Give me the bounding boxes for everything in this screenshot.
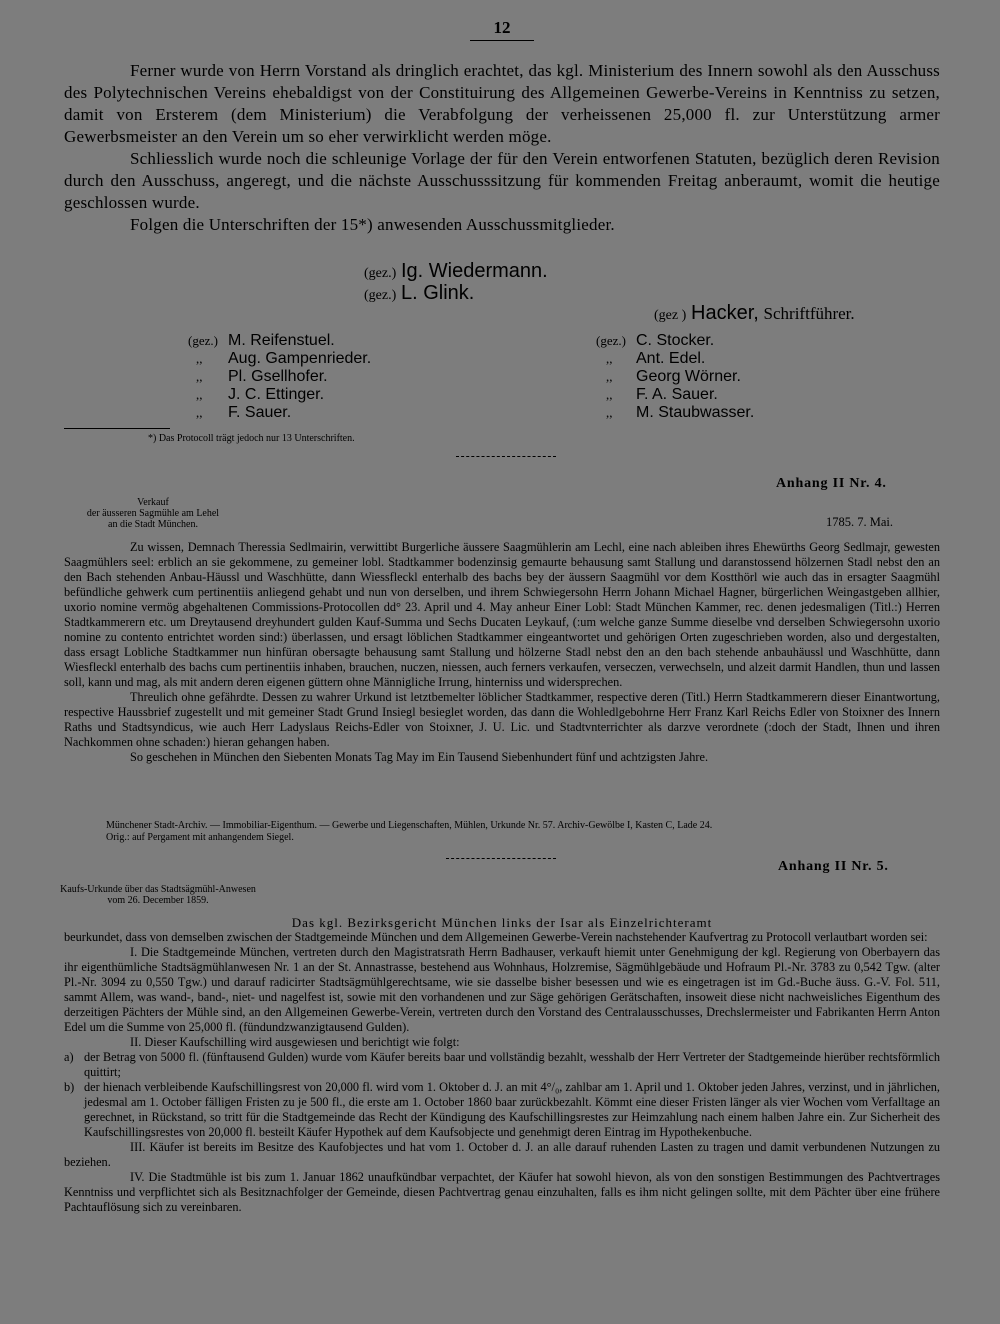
section-divider xyxy=(456,456,556,457)
signature-row: ,, F. Sauer. xyxy=(196,404,292,421)
signature-row: ,, F. A. Sauer. xyxy=(606,386,718,403)
intro-paragraph: Ferner wurde von Herrn Vorstand als dringlich erachtet, das kgl. Ministerium des Innern sowohl als den Ausschuss des Polytechnischen Vereins ehebaldigst von der Constituirung des Allgemeinen Gewerbe-Vereins in Kenntniss zu setzen, damit von Ersterem (dem Ministerium) die Verabfolgung der verheissenen 25,000 fl. zur Unterstützung armer Gewerbsmeister an den Verein um so eher verwirklicht werden möge. xyxy=(64,61,940,146)
appendix-4-paragraph: Zu wissen, Demnach Theressia Sedlmairin, verwittibt Burgerliche äussere Saagmühlerin am Lechl, eine nach ableiben ihres Ehewürths Georg Sedlmajr, gewesten Saagmühlers seel: erblich an sie gekommene, zu gemeiner lobl. Stadtkammer bodenzinsig gemaurte behausung samt Stallung und daranstossend hölzernen Stadl nebst den an den Bach stehenden Anbau-Häussl und Waschhütte, dann Wiessfleckl enterhalb des bachs bey der äussern Saagmühl vor dem Kostthörl wie auch das in ersagter Saagmühl befündliche gehwerk cum pertinentiis anliegend gehabt und nun von derselben, und ihrem Schwiegersohn Herrn Johann Michael Hagner, bürgerlichen Weingastgeben allhier, uxorio nomine vermög abgehaltenen Commissions-Protocollen dd° 23. April und 4. May anheur Einer Lobl: Stadt München Kammer, rec. denen jedesmaligen (Titl.:) Herren Stadtkammerern etc. um Dreytausend dreyhundert gulden Kauf-Summa und Sechs Ducaten Leykauf, (:um welche ganze Summe dieselbe vnd derselben Schwiegersohn uxorio nomine zu contento entrichtet worden sind:) überlassen, und ersagt löblichen Stadtkammer eingeantwortet und gehörigen Orten zugeschrieben worden, also und dergestalten, dass ersagt Lobliche Stadtkammer nun hinfüran obersagte behausung samt Stallung und hölzerne Stadl nebst den an den bach stehende anbauhäussl und Waschhütte, dann Wiesfleckl enterhalb des bachs cum pertinentiis inhaben, brauchen, nuczen, niessen, auch ferners verkaufen, verseczen, verwechseln, und alzeit darmit Handlen, thun und lassen soll, kann und mag, als mit andern deren eigenen güttern ohne Männigliche Irrung, hinterniss und widersprechen. xyxy=(64,540,940,689)
signature-row: ,, Ant. Edel. xyxy=(606,350,706,367)
page-number: 12 xyxy=(470,18,534,41)
appendix-5-side-label: Kaufs-Urkunde über das Stadtsägmühl-Anwesen vom 26. December 1859. xyxy=(60,884,256,906)
court-line: Das kgl. Bezirksgericht München links der Isar als Einzelrichteramt xyxy=(291,915,713,930)
appendix-5-paragraph: IV. Die Stadtmühle ist bis zum 1. Januar 1862 unaufkündbar verpachtet, der Käufer hat sowohl hievon, als von den sonstigen Bestimmungen des Pachtvertrages Kenntniss und verpflichtet sich als Besitznachfolger der Gemeinde, diesen Pachtvertrag genau einzuhalten, falls es ihm nicht gelingen sollte, mit dem Pächter über eine frühere Pachtauflösung sich zu vereinbaren. xyxy=(64,1170,940,1214)
appendix-5-heading: Anhang II Nr. 5. xyxy=(778,859,889,874)
signature-secretary: (gez ) Hacker, Schriftführer. xyxy=(654,302,855,324)
appendix-5-intro: beurkundet, dass von demselben zwischen der Stadtgemeinde München und dem Allgemeinen Gewerbe-Verein nachstehender Kaufvertrag zu Protocoll verlautbart worden sei: xyxy=(64,930,928,944)
intro-paragraph: Schliesslich wurde noch die schleunige Vorlage der für den Verein entworfenen Statuten, bezüglich deren Revision durch den Ausschuss, angeregt, und die nächste Ausschusssitzung für kommenden Freitag anberaumt, womit die heutige geschlossen wurde. xyxy=(64,149,940,212)
signature-wiedermann: (gez.) Ig. Wiedermann. xyxy=(364,260,548,282)
signature-row: (gez.) M. Reifenstuel. xyxy=(188,332,335,349)
signature-row: ,, J. C. Ettinger. xyxy=(196,386,325,403)
section-divider xyxy=(446,858,556,859)
appendix-4-date: 1785. 7. Mai. xyxy=(826,515,894,529)
archive-reference: Münchener Stadt-Archiv. — Immobiliar-Eigenthum. — Gewerbe und Liegenschaften, Mühlen, Urkunde Nr. 57. Archiv-Gewölbe I, Kasten C, Lade 24. Orig.: auf Pergament mit anhangendem Siegel. xyxy=(106,820,713,843)
signature-glink: (gez.) L. Glink. xyxy=(364,282,475,304)
appendix-5-text xyxy=(64,915,940,1215)
appendix-5-paragraph: II. Dieser Kaufschilling wird ausgewiesen und berichtigt wie folgt: xyxy=(130,1035,460,1049)
signature-row: (gez.) C. Stocker. xyxy=(596,332,715,349)
appendix-4-paragraph: So geschehen in München den Siebenten Monats Tag May im Ein Tausend Siebenhundert fünf und achtzigsten Jahre. xyxy=(130,750,709,764)
intro-text xyxy=(64,60,940,236)
appendix-4-side-label: Verkauf der äusseren Sagmühle am Lehel an die Stadt München. xyxy=(86,497,220,530)
appendix-4-text xyxy=(64,540,940,765)
signature-row: ,, Pl. Gsellhofer. xyxy=(196,368,328,385)
intro-paragraph: Folgen die Unterschriften der 15*) anwesenden Ausschussmitglieder. xyxy=(130,215,615,234)
appendix-4-heading: Anhang II Nr. 4. xyxy=(776,476,887,491)
appendix-5-paragraph: I. Die Stadtgemeinde München, vertreten durch den Magistratsrath Herrn Badhauser, verkauft hiemit unter Genehmigung der kgl. Regierung von Oberbayern das ihr eigenthümliche Stadtsägmühlanwesen Nr. 1 an der St. Annastrasse, bestehend aus Wohnhaus, Holzremise, Sägmühlgebäude und Hofraum Pl.-Nr. 3783 zu 0,542 Tgw. (alter Pl.-Nr. 3094 zu 0,550 Tgw.) und darauf radicirter Stadtsägmühlgerechtsame, wie sie dasselbe bisher besessen und wie es eingetragen ist im Gd.-Buche äuss. G.-V. Fol. 511, sammt Allem, was wand-, band-, niet- und nagelfest ist, sowie mit den vorhandenen und zur Säge gehörigen Gerätschaften, insoweit diese nicht nachweisliches Eigenthum des derzeitigen Pächters der Mühle sind, an den Allgemeinen Gewerbe-Verein, vertreten durch den Vorstand des Centralausschusses, Drechslermeister und Fabrikanten Herrn Anton Edel um die Summe von 25,000 fl. (fündundzwanzigtausend Gulden). xyxy=(64,945,940,1034)
signature-column-right xyxy=(596,332,754,422)
appendix-5-paragraph: III. Käufer ist bereits im Besitze des Kaufobjectes und hat vom 1. October d. J. an alle darauf ruhenden Lasten zu tragen und damit verbundenen Nutzungen zu beziehen. xyxy=(64,1140,940,1169)
signature-column-left xyxy=(188,332,371,422)
list-item: b) der hienach verbleibende Kaufschillingsrest von 20,000 fl. wird vom 1. Oktober d. J. an mit 4°/₀, zahlbar am 1. April und 1. Oktober jeden Jahres, verzinst, und in jährlichen, jedesmal am 1. October fälligen Fristen zu je 500 fl., die erste am 1. October 1860 baar zurückbezahlt. Kömmt eine dieser Fristen länger als vier Wochen vom Verfalltage an gerechnet, in Rückstand, so tritt für die Stadtgemeinde das Recht der Kündigung des Kaufschillingsrestes zur Heimzahlung nach einem halben Jahre ein. Zur Sicherheit des Kaufschillingsrestes von 20,000 fl. besteilt Käufer Hypothek auf dem Kaufsobjecte und genehmigt deren Eintrag im Hypothekenbuche. xyxy=(64,1080,940,1139)
appendix-4-paragraph: Threulich ohne gefährdte. Dessen zu wahrer Urkund ist letztbemelter löblicher Stadtkammer, respective deren (Titl.) Herrn Stadtkammerern dieser Einantwortung, respective Haussbrief zugestellt und mit gemeiner Stadt Grund Insiegl besieglet worden, das dann die Wohledlgebohrne Herr Franz Karl Reichs Edler von Stoixner des Innern Raths und Stadtsyndicus, wie auch Herr Ladyslaus Reichs-Edler von Stoixner, J. U. Lic. und Stadtvnterrichter als darzve verordnete (:doch der Stadt, Ihnen und ihren Nachkommen ohne schaden:) hieran gehangen haben. xyxy=(64,690,940,749)
footnote-rule xyxy=(64,428,170,429)
footnote: *) Das Protocoll trägt jedoch nur 13 Unterschriften. xyxy=(148,433,355,444)
signature-row: ,, M. Staubwasser. xyxy=(606,404,755,421)
signature-row: ,, Georg Wörner. xyxy=(606,368,741,385)
list-item: a) der Betrag von 5000 fl. (fünftausend Gulden) wurde vom Käufer bereits baar und vollständig bezahlt, wesshalb der Herr Vertreter der Stadtgemeinde hierüber rechtsförmlich quittirt; xyxy=(64,1050,940,1079)
signature-row: ,, Aug. Gampenrieder. xyxy=(196,350,372,367)
